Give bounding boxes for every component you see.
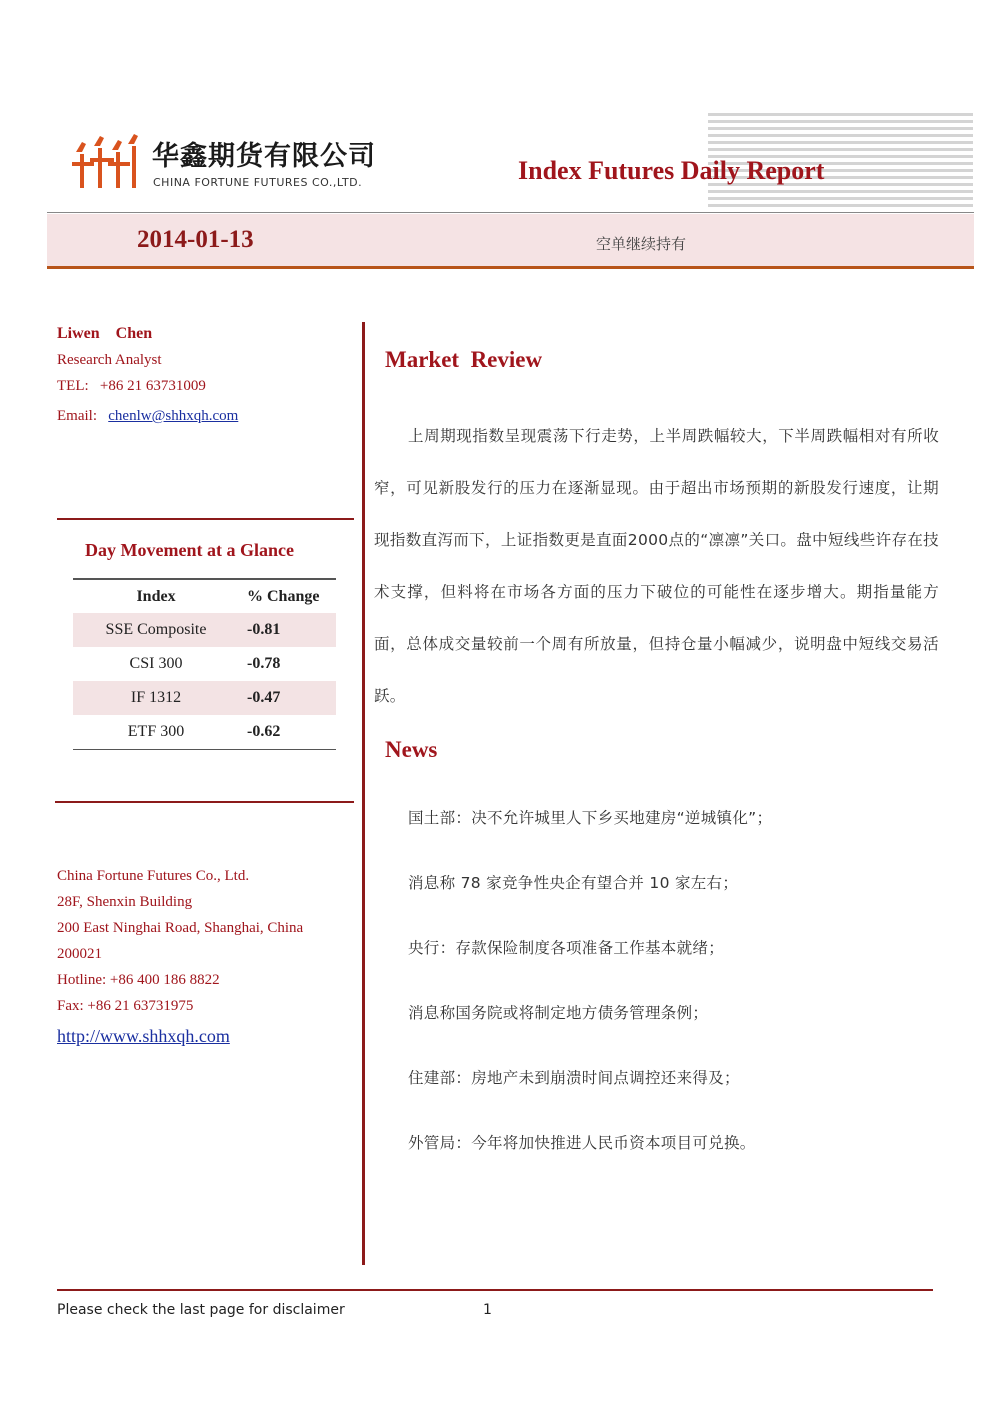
- report-date: 2014-01-13: [137, 226, 254, 253]
- contact-street: 200 East Ninghai Road, Shanghai, China: [57, 920, 304, 936]
- index-name: SSE Composite: [105, 621, 207, 638]
- market-review-title: Market Review: [385, 347, 543, 372]
- contact-hotline: Hotline: +86 400 186 8822: [57, 972, 220, 988]
- contact-company: China Fortune Futures Co., Ltd.: [57, 868, 250, 884]
- company-name-cn: 华鑫期货有限公司: [152, 141, 376, 172]
- email-label: Email:: [57, 408, 109, 424]
- contact-fax: Fax: +86 21 63731975: [57, 998, 194, 1014]
- day-movement-table: [73, 578, 336, 750]
- index-name: IF 1312: [130, 689, 182, 706]
- column-header-index: Index: [136, 587, 176, 605]
- header-divider: [47, 212, 974, 213]
- date-band-underline: [47, 266, 974, 269]
- report-subtitle: 空单继续持有: [596, 235, 687, 253]
- table-row: [73, 647, 336, 681]
- index-name: ETF 300: [127, 723, 185, 740]
- analyst-tel: TEL: +86 21 63731009: [57, 378, 206, 394]
- analyst-name: Liwen Chen: [57, 325, 153, 342]
- table-row: [73, 715, 336, 749]
- fortune-logo-icon: [72, 132, 142, 192]
- contact-postcode: 200021: [57, 946, 102, 962]
- footer-disclaimer: Please check the last page for disclaimer: [57, 1302, 345, 1318]
- table-row: [73, 681, 336, 715]
- table-header-row: [73, 580, 336, 613]
- column-divider: [362, 322, 365, 1265]
- contact-floor: 28F, Shenxin Building: [57, 894, 193, 910]
- market-review-body: 上周期现指数呈现震荡下行走势，上半周跌幅较大，下半周跌幅相对有所收窄，可见新股发行的压力在逐渐显现。由于超出市场预期的新股发行速度，让期现指数直泻而下，上证指数更是直面2000点的“凛凛”关口。盘中短线些许存在技术支撑，但料将在市场各方面的压力下破位的可能性在逐步增大。期指量能方面，总体成交量较前一个周有所放量，但持仓量小幅减少，说明盘中短线交易活跃。: [374, 427, 939, 705]
- glance-title: Day Movement at a Glance: [85, 540, 294, 560]
- sidebar-divider-bottom: [55, 801, 354, 803]
- page-number: 1: [483, 1302, 492, 1318]
- email-link[interactable]: chenlw@shhxqh.com: [108, 408, 239, 424]
- news-item: 消息称国务院或将制定地方债务管理条例；: [408, 1004, 709, 1022]
- news-title: News: [385, 737, 438, 762]
- index-change: -0.78: [247, 655, 281, 672]
- analyst-email-row: [57, 408, 238, 425]
- website-link[interactable]: http://www.shhxqh.com: [57, 1026, 230, 1046]
- index-change: -0.47: [247, 689, 281, 706]
- news-item: 住建部：房地产未到崩溃时间点调控还来得及；: [408, 1069, 740, 1087]
- table-row: [73, 613, 336, 647]
- news-item: 央行：存款保险制度各项准备工作基本就绪；: [408, 939, 725, 957]
- index-change: -0.62: [247, 723, 281, 740]
- index-change: -0.81: [247, 621, 281, 638]
- sidebar-divider-top: [57, 518, 354, 520]
- index-name: CSI 300: [129, 655, 183, 672]
- company-name-en: CHINA FORTUNE FUTURES CO.,LTD.: [153, 176, 363, 189]
- analyst-role: Research Analyst: [57, 352, 162, 368]
- footer-divider: [57, 1289, 933, 1291]
- news-item: 外管局：今年将加快推进人民币资本项目可兑换。: [408, 1134, 756, 1152]
- news-item: 消息称 78 家竞争性央企有望合并 10 家左右；: [408, 874, 739, 892]
- news-item: 国土部：决不允许城里人下乡买地建房“逆城镇化”；: [408, 809, 773, 827]
- table-bottom-rule: [73, 749, 336, 750]
- report-title: Index Futures Daily Report: [518, 156, 825, 185]
- column-header-change: % Change: [247, 587, 320, 605]
